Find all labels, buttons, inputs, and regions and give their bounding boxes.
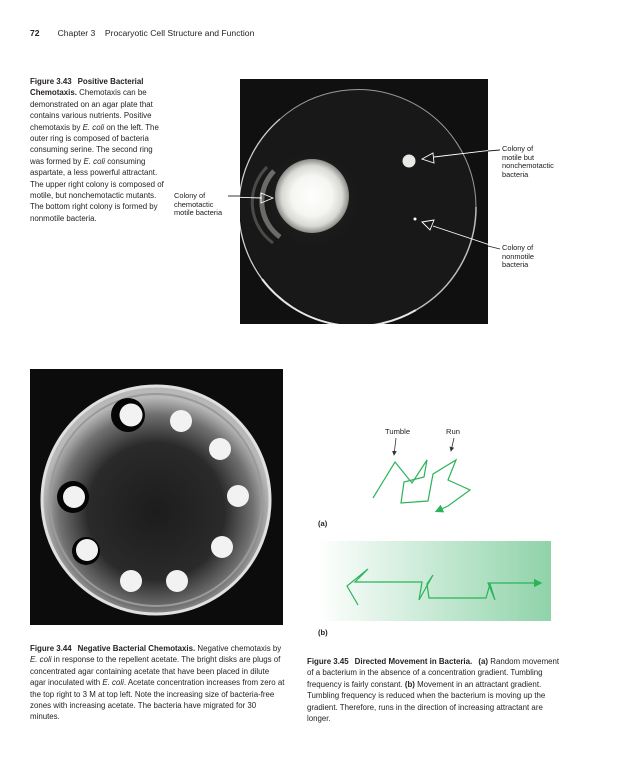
random-walk-path [373,460,470,511]
label-line: motile but [502,152,535,162]
figure-title: Negative Bacterial Chemotaxis. [77,644,196,653]
acetate-disk [211,536,233,558]
panel-ref: (b) [404,679,415,689]
label-chemotactic-colony [174,192,222,218]
acetate-disk [120,404,143,427]
label-line: nonchemotactic [502,161,554,171]
figure-title: Positive Bacterial Chemotaxis. [30,77,144,98]
figure-number: Figure 3.43 [30,77,72,86]
agar-plate-photo-positive [240,79,488,324]
label-nonmotile-colony [502,244,534,270]
acetate-disk [209,438,231,460]
caption-text: on the left. The outer ring is composed of bacteria consuming serine. The second ring was formed by [30,122,159,166]
figure-3-45-caption [307,656,567,724]
label-line: Colony of [174,191,206,200]
acetate-disk [120,570,142,592]
species-name: E. coli [30,655,52,665]
agar-plate-photo-negative [30,369,283,625]
label-nonchemotactic-colony [502,145,554,179]
figure-number: Figure 3.44 [30,644,72,653]
run-pointer [451,438,454,451]
attractant-gradient-box [317,541,551,621]
figure-3-43-caption [30,76,166,224]
nonmotile-colony [414,218,417,221]
label-line: Colony of [502,144,534,153]
caption-text: Movement in an attractant gradient. Tumbling frequency is reduced when the bacterium is moving up the gradient. Therefore, runs in the direction of increasing attractant are longer. [307,679,546,724]
caption-text: Chemotaxis can be demonstrated on an agar plate that contains various nutrients. Positive chemotaxis by [30,88,153,132]
label-line: Colony of [502,243,534,252]
panel-a-label: (a) [318,519,328,528]
acetate-disk [76,539,98,561]
directed-movement-diagram [300,420,560,642]
label-run: Run [446,427,460,436]
acetate-disk [170,410,192,432]
acetate-disk [227,485,249,507]
caption-text: . Acetate concentration increases from zero at the top right to 3 M at top left. Note the increasing size of bacteria-free zones with increasing acetate. The bacteria have migrated for 30 minutes. [30,678,285,722]
caption-text: consuming aspartate, a less powerful attractant. The upper right colony is composed of motile, but nonchemotactic mutants. The bottom right colony is formed by nonmotile bacteria. [30,156,164,223]
acetate-disk [166,570,188,592]
figure-3-44-caption [30,643,286,723]
nonchemotactic-colony [403,155,416,168]
chemotactic-colony [275,159,349,233]
running-header [30,28,254,38]
tumble-pointer [394,438,396,455]
species-name: E. coli [102,678,124,688]
figure-number: Figure 3.45 [307,657,349,666]
leader-line-upper-right [488,150,500,151]
label-line: motile bacteria [174,208,223,218]
caption-text: Negative chemotaxis by [197,644,282,653]
panel-b-label: (b) [318,628,328,637]
label-line: chemotactic [174,199,214,209]
caption-text: in response to the repellent acetate. The bright disks are plugs of concentrated agar containing acetate that have been placed in dilute agar inoculated with [30,655,281,688]
label-line: nonmotile [502,251,535,261]
label-line: bacteria [502,169,529,179]
panel-ref: (a) [478,657,489,666]
page-number: 72 [30,28,40,38]
species-name: E. coli [82,122,105,132]
acetate-disk [63,486,85,508]
label-tumble: Tumble [385,427,411,436]
figure-title: Directed Movement in Bacteria. [354,657,473,666]
running-title: Chapter 3 Procaryotic Cell Structure and Function [57,28,255,38]
label-line: bacteria [502,260,529,270]
species-name: E. coli [83,156,106,166]
leader-line-lower-right [488,246,500,249]
caption-text: Random movement of a bacterium in the absence of a concentration gradient. Tumbling frequency is fairly constant. [307,657,560,689]
